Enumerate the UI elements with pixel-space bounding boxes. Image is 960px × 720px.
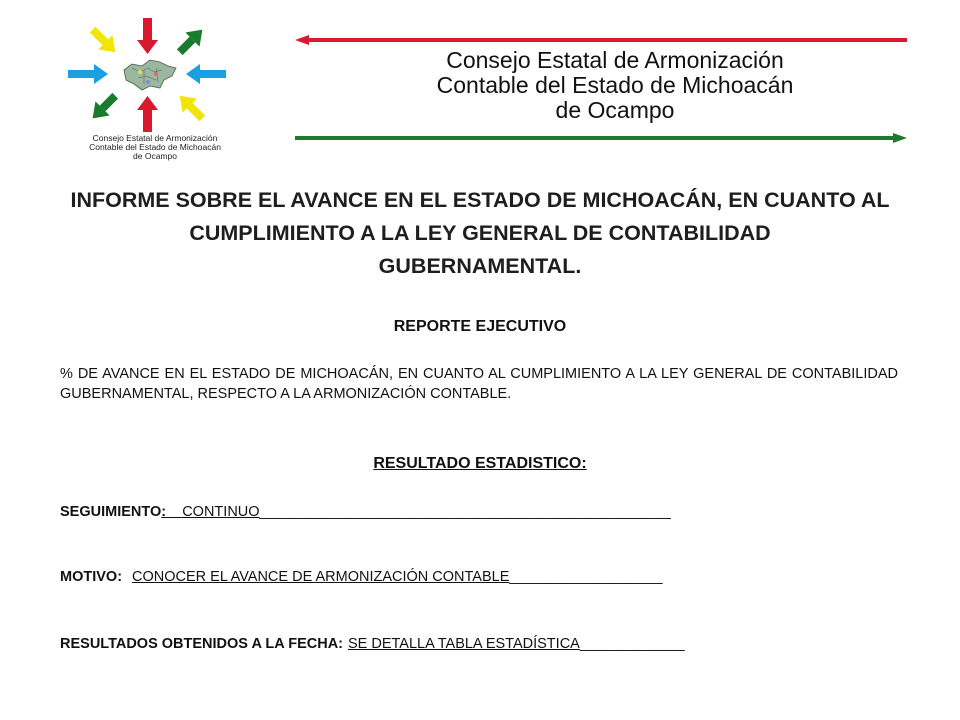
green-arrow-bottom-left-icon xyxy=(86,89,123,126)
green-rule-arrow-icon xyxy=(295,133,907,143)
report-title-line: GUBERNAMENTAL. xyxy=(378,254,582,278)
motivo-row xyxy=(60,569,920,585)
resultados-label: RESULTADOS OBTENIDOS A LA FECHA: xyxy=(60,636,344,652)
yellow-arrow-top-left-icon xyxy=(86,23,123,60)
logo-caption-line: Contable del Estado de Michoacán xyxy=(89,142,221,152)
seguimiento-fill-line: ___________________________________________________ xyxy=(259,504,671,520)
organization-name-line: de Ocampo xyxy=(555,97,675,123)
report-title-line: CUMPLIMIENTO A LA LEY GENERAL DE CONTABILIDAD xyxy=(189,221,771,245)
motivo-fill-line: ___________________ xyxy=(509,569,663,585)
intro-paragraph: % DE AVANCE EN EL ESTADO DE MICHOACÁN, EN CUANTO AL CUMPLIMIENTO A LA LEY GENERAL DE CONTABILIDAD GUBERNAMENTAL, RESPECTO A LA ARMONIZACIÓN CONTABLE. xyxy=(60,366,898,402)
seguimiento-colon: : xyxy=(161,504,167,520)
organization-name-line: Consejo Estatal de Armonización xyxy=(446,47,784,73)
logo-caption xyxy=(60,134,250,161)
blue-arrow-left-icon xyxy=(68,64,108,84)
statistical-result-heading: RESULTADO ESTADISTICO: xyxy=(373,455,587,472)
michoacan-map-icon xyxy=(124,60,176,90)
motivo-label: MOTIVO: xyxy=(60,569,123,585)
seguimiento-row xyxy=(60,504,920,520)
seguimiento-value: CONTINUO xyxy=(166,504,260,520)
red-rule-arrow-icon xyxy=(295,35,907,45)
red-arrow-bottom-icon xyxy=(137,96,158,132)
resultados-fill-line: _____________ xyxy=(579,636,685,652)
red-arrow-top-icon xyxy=(137,18,158,54)
organization-name-line: Contable del Estado de Michoacán xyxy=(436,72,794,98)
yellow-arrow-bottom-right-icon xyxy=(173,89,210,126)
blue-arrow-right-icon xyxy=(186,64,226,84)
report-title xyxy=(60,184,900,283)
seguimiento-label: SEGUIMIENTO xyxy=(60,504,162,520)
green-arrow-top-right-icon xyxy=(173,23,210,60)
logo-caption-line: Consejo Estatal de Armonización xyxy=(92,133,218,143)
logo-caption-line: de Ocampo xyxy=(133,151,177,161)
executive-report-heading: REPORTE EJECUTIVO xyxy=(393,318,567,335)
motivo-value: CONOCER EL AVANCE DE ARMONIZACIÓN CONTABLE xyxy=(132,569,510,585)
resultados-value: SE DETALLA TABLA ESTADÍSTICA xyxy=(348,636,580,652)
organization-name xyxy=(360,48,870,123)
resultados-row xyxy=(60,636,920,652)
report-title-line: INFORME SOBRE EL AVANCE EN EL ESTADO DE MICHOACÁN, EN CUANTO AL xyxy=(70,188,890,212)
